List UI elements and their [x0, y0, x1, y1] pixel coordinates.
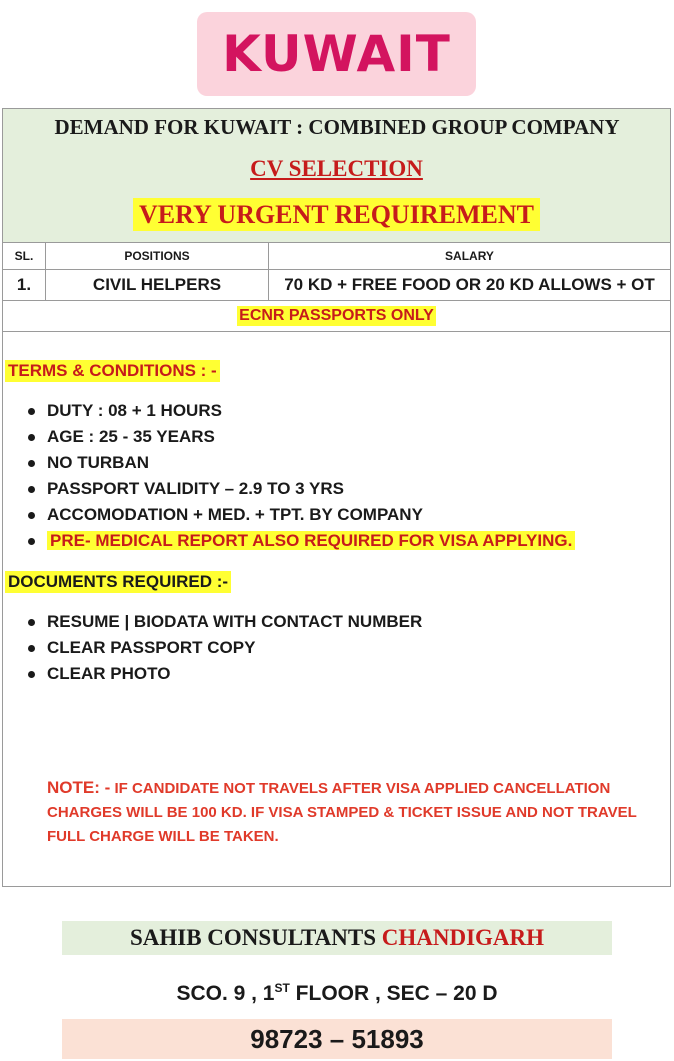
cancellation-note	[47, 776, 667, 849]
list-item: NO TURBAN	[25, 451, 575, 477]
address: SCO. 9 , 1ST FLOOR , SEC – 20 D	[176, 981, 498, 1005]
title-banner	[197, 12, 476, 96]
table-row	[3, 270, 670, 301]
row-salary: 70 KD + FREE FOOD OR 20 KD ALLOWS + OT	[284, 275, 655, 294]
ecnr-row	[3, 301, 670, 332]
notice-header	[3, 109, 670, 243]
demand-title: DEMAND FOR KUWAIT : COMBINED GROUP COMPANY	[54, 115, 620, 139]
table-header	[3, 243, 670, 270]
company-city: CHANDIGARH	[381, 925, 545, 950]
bullet-icon	[28, 434, 35, 441]
row-sl: 1.	[3, 270, 46, 300]
bullet-icon	[28, 645, 35, 652]
documents-list	[25, 610, 422, 688]
list-item: ACCOMODATION + MED. + TPT. BY COMPANY	[25, 503, 575, 529]
terms-heading: TERMS & CONDITIONS : -	[5, 360, 220, 382]
urgent-wrapper	[3, 198, 670, 231]
list-item: RESUME | BIODATA WITH CONTACT NUMBER	[25, 610, 422, 636]
terms-list	[25, 399, 575, 555]
list-item: CLEAR PHOTO	[25, 662, 422, 688]
bullet-icon	[28, 619, 35, 626]
urgent-requirement: VERY URGENT REQUIREMENT	[133, 198, 540, 231]
note-label: NOTE: -	[47, 778, 111, 797]
list-item: AGE : 25 - 35 YEARS	[25, 425, 575, 451]
bullet-icon	[28, 671, 35, 678]
documents-heading: DOCUMENTS REQUIRED :-	[5, 571, 231, 593]
consultant-name	[62, 921, 612, 955]
bullet-icon	[28, 538, 35, 545]
column-header-salary: SALARY	[445, 249, 494, 263]
column-header-positions: POSITIONS	[46, 243, 269, 269]
list-item: DUTY : 08 + 1 HOURS	[25, 399, 575, 425]
ecnr-note: ECNR PASSPORTS ONLY	[239, 307, 434, 324]
phone-number: 98723 – 51893	[62, 1019, 612, 1059]
cv-selection-heading: CV SELECTION	[250, 156, 423, 181]
banner-title: KUWAIT	[222, 25, 451, 83]
bullet-icon	[28, 408, 35, 415]
bullet-icon	[28, 460, 35, 467]
list-item: CLEAR PASSPORT COPY	[25, 636, 422, 662]
column-header-sl: SL.	[3, 243, 46, 269]
bullet-icon	[28, 486, 35, 493]
list-item-highlighted: PRE- MEDICAL REPORT ALSO REQUIRED FOR VISA APPLYING.	[25, 529, 575, 555]
note-text: IF CANDIDATE NOT TRAVELS AFTER VISA APPLIED CANCELLATION CHARGES WILL BE 100 KD. IF VISA STAMPED & TICKET ISSUE AND NOT TRAVEL FULL CHARGE WILL BE TAKEN.	[47, 780, 637, 845]
bullet-icon	[28, 512, 35, 519]
row-position: CIVIL HELPERS	[46, 270, 269, 300]
job-notice-panel	[2, 108, 671, 887]
company-name: SAHIB CONSULTANTS	[129, 925, 377, 950]
list-item: PASSPORT VALIDITY – 2.9 TO 3 YRS	[25, 477, 575, 503]
